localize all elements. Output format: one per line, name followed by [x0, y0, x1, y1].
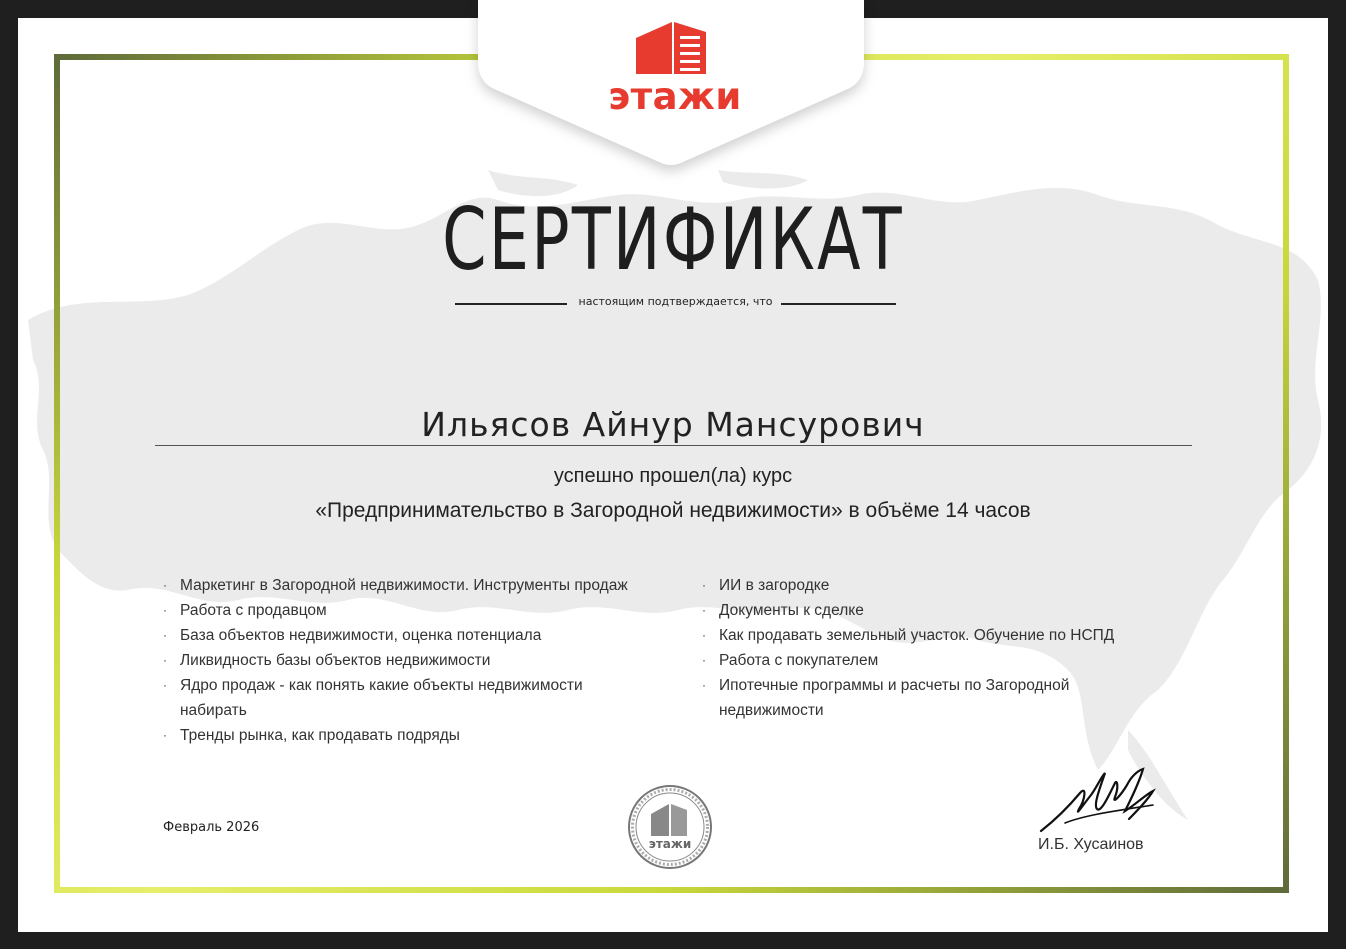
bullet-icon: ·	[163, 628, 167, 642]
bullet-icon: ·	[702, 628, 706, 642]
list-item: · Тренды рынка, как продавать подряды	[163, 723, 663, 748]
bullet-icon: ·	[163, 728, 167, 742]
recipient-underline	[155, 445, 1192, 446]
recipient-name: Ильясов Айнур Мансурович	[421, 405, 925, 444]
building-logo-icon	[636, 22, 710, 74]
signature	[1035, 765, 1160, 837]
list-item: · Маркетинг в Загородной недвижимости. Инструменты продаж	[163, 573, 663, 598]
list-item: · Ипотечные программы и расчеты по Загородной недвижимости	[702, 673, 1109, 723]
subtitle-line	[455, 295, 896, 313]
list-item: · Ликвидность базы объектов недвижимости	[163, 648, 663, 673]
issue-date: Февраль 2026	[163, 820, 260, 835]
list-item: · Ядро продаж - как понять какие объекты недвижимости набирать	[163, 673, 620, 723]
certificate-title: СЕРТИФИКАТ	[442, 190, 904, 290]
list-item: · Работа с покупателем	[702, 648, 1152, 673]
list-item: · Документы к сделке	[702, 598, 1152, 623]
topics-list-left	[163, 573, 663, 748]
completion-text: успешно прошел(ла) курс	[553, 465, 793, 487]
bullet-icon: ·	[702, 578, 706, 592]
topics-list-right	[702, 573, 1152, 723]
bullet-icon: ·	[163, 603, 167, 617]
bullet-icon: ·	[702, 603, 706, 617]
course-title: «Предпринимательство в Загородной недвижимости» в объёме 14 часов	[315, 499, 1031, 522]
list-item: · Работа с продавцом	[163, 598, 663, 623]
list-item: · База объектов недвижимости, оценка потенциала	[163, 623, 663, 648]
seal-wordmark: этажи	[648, 837, 692, 851]
bullet-icon: ·	[163, 653, 167, 667]
bullet-icon: ·	[702, 678, 706, 692]
subtitle-text: настоящим подтверждается, что	[578, 295, 773, 308]
company-seal	[625, 784, 715, 870]
bullet-icon: ·	[702, 653, 706, 667]
brand-wordmark: этажи	[608, 75, 742, 118]
list-item: · Как продавать земельный участок. Обучение по НСПД	[702, 623, 1152, 648]
bullet-icon: ·	[163, 678, 167, 692]
signer-name: И.Б. Хусаинов	[1038, 836, 1144, 853]
bullet-icon: ·	[163, 578, 167, 592]
list-item: · ИИ в загородке	[702, 573, 1152, 598]
